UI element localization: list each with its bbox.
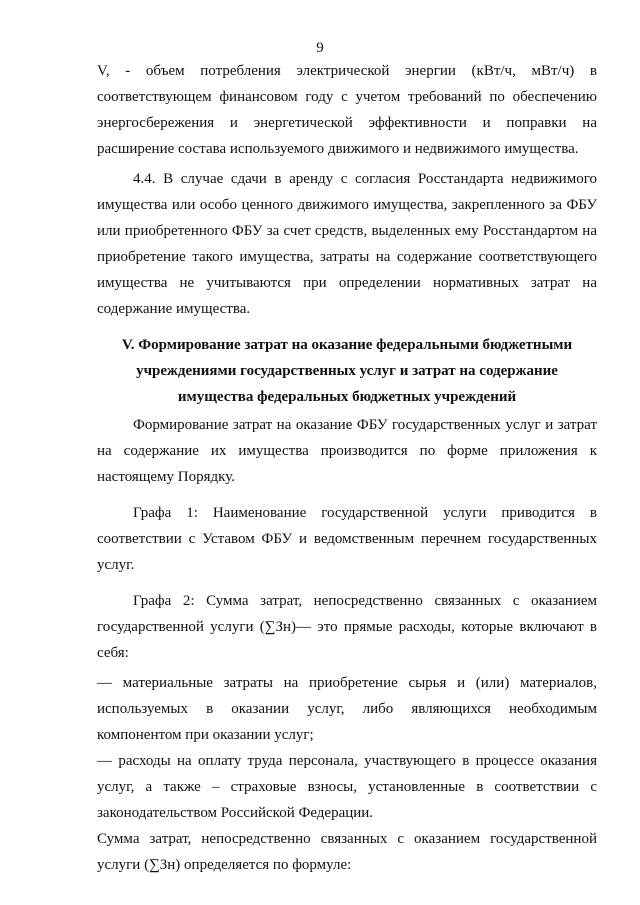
paragraph-4-4: 4.4. В случае сдачи в аренду с согласия Росстандарта недвижимого имущества или особо ценного движимого имущества, закрепленного за ФБУ или приобретенного ФБУ за счет средств, выделенных ему Росстандартом на приобретение такого имущества, затраты на содержание соответствующего имущества не учитываются при определении нормативных затрат на содержание имущества. bbox=[97, 171, 597, 317]
document-body bbox=[97, 58, 597, 878]
paragraph-energy-volume: V, - объем потребления электрической энергии (кВт/ч, мВт/ч) в соответствующем финансовом году с учетом требований по обеспечению энергосбережения и энергетической эффективности и поправки на расширение состава используемого движимого и недвижимого имущества. bbox=[97, 63, 597, 157]
paragraph-column-1: Графа 1: Наименование государственной услуги приводится в соответствии с Уставом ФБУ и ведомственным перечнем государственных услуг. bbox=[97, 505, 597, 573]
section-heading-v: V. Формирование затрат на оказание федеральными бюджетными учреждениями государственных услуг и затрат на содержание имущества федеральных бюджетных учреждений bbox=[121, 337, 573, 405]
list-item-material-costs: — материальные затраты на приобретение сырья и (или) материалов, используемых в оказании услуг, либо являющихся необходимым компонентом при оказании услуг; bbox=[97, 675, 597, 743]
paragraph-cost-formation: Формирование затрат на оказание ФБУ государственных услуг и затрат на содержание их имущества производится по форме приложения к настоящему Порядку. bbox=[97, 417, 597, 485]
page-number: 9 bbox=[316, 40, 324, 56]
list-item-labor-costs: — расходы на оплату труда персонала, участвующего в процессе оказания услуг, а также – страховые взносы, установленные в соответствии с законодательством Российской Федерации. bbox=[97, 753, 597, 821]
paragraph-formula-intro: Сумма затрат, непосредственно связанных с оказанием государственной услуги (∑Зн) определяется по формуле: bbox=[97, 831, 597, 873]
paragraph-column-2: Графа 2: Сумма затрат, непосредственно связанных с оказанием государственной услуги (∑Зн)— это прямые расходы, которые включают в себя: bbox=[97, 593, 597, 661]
